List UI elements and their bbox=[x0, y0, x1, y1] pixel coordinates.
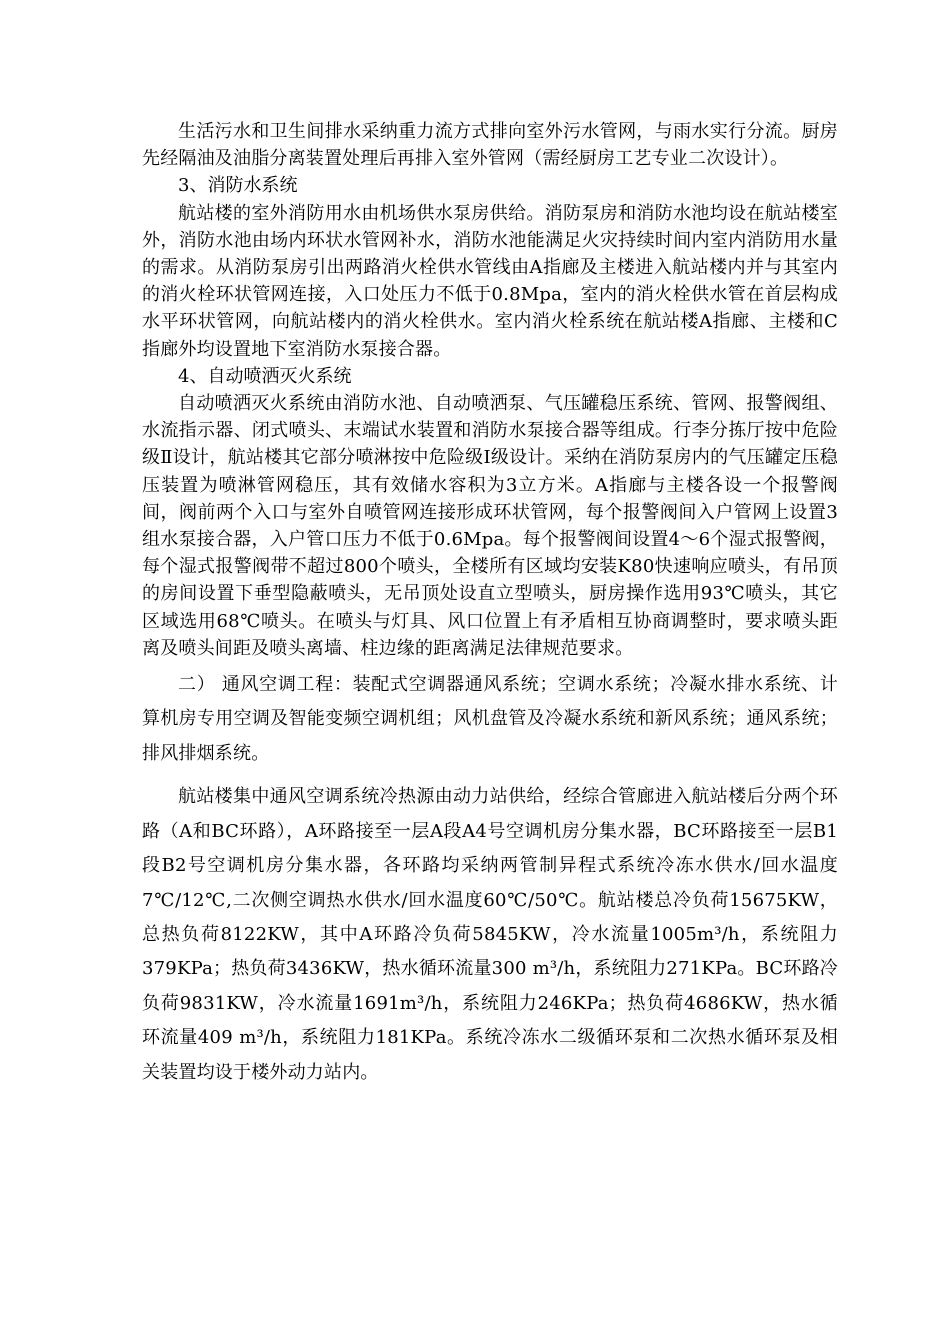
heading-sprinkler-system: 4、自动喷洒灭火系统 bbox=[178, 365, 352, 387]
paragraph-fire-water: 航站楼的室外消防用水由机场供水泵房供给。消防泵房和消防水池均设在航站楼室外，消防水池由场内环状水管网补水，消防水池能满足火灾持续时间内室内消防用水量的需求。从消防泵房引出两路消火栓供水管线由A指廊及主楼进入航站楼内并与其室内的消火栓环状管网连接，入口处压力不低于0.8Mpa，室内的消火栓供水管在首层构成水平环状管网，向航站楼内的消火栓供水。室内消火栓系统在航站楼A指廊、主楼和C指廊外均设置地下室消防水泵接合器。 bbox=[142, 202, 838, 360]
heading-fire-water-system: 3、消防水系统 bbox=[178, 175, 298, 197]
document-body bbox=[142, 118, 838, 1090]
paragraph-sewage: 生活污水和卫生间排水采纳重力流方式排向室外污水管网，与雨水实行分流。厨房先经隔油及油脂分离装置处理后再排入室外管网（需经厨房工艺专业二次设计）。 bbox=[142, 121, 838, 170]
paragraph-hvac-detail: 航站楼集中通风空调系统冷热源由动力站供给，经综合管廊进入航站楼后分两个环路（A和BC环路），A环路接至一层A段A4号空调机房分集水器，BC环路接至一层B1段B2号空调机房分集水器，各环路均采纳两管制异程式系统冷冻水供水/回水温度7℃/12℃,二次侧空调热水供水/回水温度60℃/50℃。航站楼总冷负荷15675KW，总热负荷8122KW，其中A环路冷负荷5845KW，冷水流量1005m³/h，系统阻力379KPa；热负荷3436KW，热水循环流量300 m³/h，系统阻力271KPa。BC环路冷负荷9831KW，冷水流量1691m³/h，系统阻力246KPa；热负荷4686KW，热水循环流量409 m³/h，系统阻力181KPa。系统冷冻水二级循环泵和二次热水循环泵及相关装置均设于楼外动力站内。 bbox=[142, 786, 838, 1083]
paragraph-sprinkler: 自动喷洒灭火系统由消防水池、自动喷洒泵、气压罐稳压系统、管网、报警阀组、水流指示器、闭式喷头、末端试水装置和消防水泵接合器等组成。行李分拣厅按中危险级Ⅱ设计，航站楼其它部分喷淋按中危险级Ⅰ级设计。采纳在消防泵房内的气压罐定压稳压装置为喷淋管网稳压，其有效储水容积为3立方米。A指廊与主楼各设一个报警阀间，阀前两个入口与室外自喷管网连接形成环状管网，每个报警阀间入户管网上设置3组水泵接合器，入户管口压力不低于0.6Mpa。每个报警阀间设置4～6个湿式报警阀，每个湿式报警阀带不超过800个喷头，全楼所有区域均安装K80快速响应喷头，有吊顶的房间设置下垂型隐蔽喷头，无吊顶处设直立型喷头，厨房操作选用93℃喷头，其它区域选用68℃喷头。在喷头与灯具、风口位置上有矛盾相互协商调整时，要求喷头距离及喷头间距及喷头离墙、柱边缘的距离满足法律规范要求。 bbox=[142, 393, 838, 659]
paragraph-hvac-overview: 二） 通风空调工程：装配式空调器通风系统；空调水系统；冷凝水排水系统、计算机房专用空调及智能变频空调机组；风机盘管及冷凝水系统和新风系统；通风系统；排风排烟系统。 bbox=[142, 674, 838, 764]
